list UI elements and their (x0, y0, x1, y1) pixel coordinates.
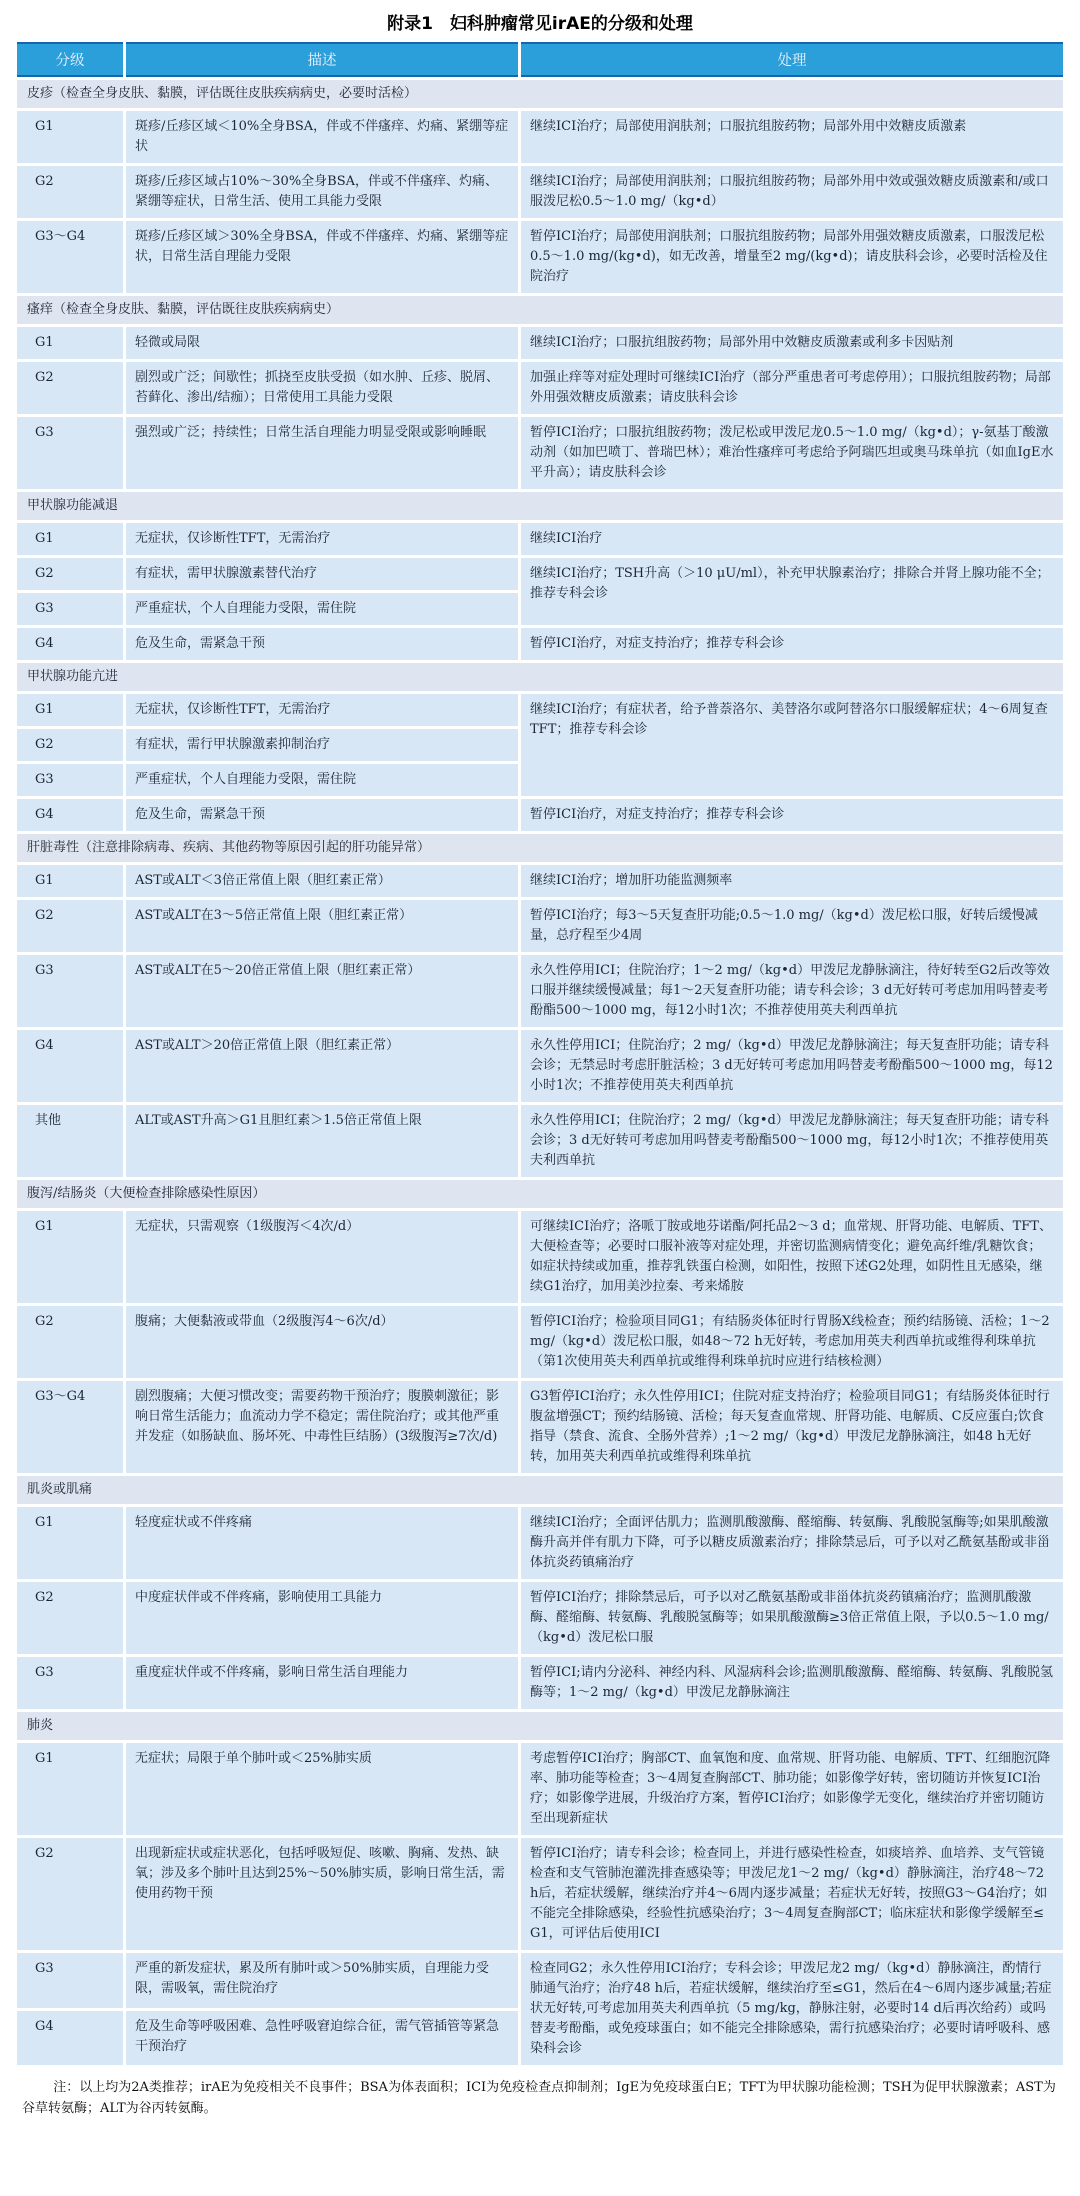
grade-cell: G2 (17, 1306, 123, 1378)
table-row (17, 1582, 1063, 1654)
section-title: 肌炎或肌痛 (17, 1476, 1063, 1504)
table-row (17, 417, 1063, 489)
section-title: 皮疹（检查全身皮肤、黏膜，评估既往皮肤疾病病史，必要时活检） (17, 80, 1063, 108)
grade-cell: G1 (17, 111, 123, 163)
management-cell: 继续ICI治疗；全面评估肌力；监测肌酸激酶、醛缩酶、转氨酶、乳酸脱氢酶等;如果肌酸激酶升高并伴有肌力下降，可予以糖皮质激素治疗；排除禁忌后，可予以对乙酰氨基酚或非甾体抗炎药镇痛治疗 (521, 1507, 1063, 1579)
management-cell: 暂停ICI治疗；请专科会诊；检查同上，并进行感染性检查，如痰培养、血培养、支气管镜检查和支气管肺泡灌洗排查感染等；甲泼尼龙1～2 mg/（kg•d）静脉滴注，治疗48～72 h后，若症状缓解，继续治疗并4～6周内逐步减量；若症状无好转，按照G3～G4治疗；如不能完全排除感染，经验性抗感染治疗；3～4周复查胸部CT；临床症状和影像学缓解至≤G1，可评估后使用ICI (521, 1838, 1063, 1950)
description-cell: 危及生命，需紧急干预 (126, 799, 518, 831)
description-cell: ALT或AST升高＞G1且胆红素＞1.5倍正常值上限 (126, 1105, 518, 1177)
management-cell: 考虑暂停ICI治疗；胸部CT、血氧饱和度、血常规、肝肾功能、电解质、TFT、红细胞沉降率、肺功能等检查；3～4周复查胸部CT、肺功能；如影像学好转，密切随访并恢复ICI治疗；如影像学进展，升级治疗方案，暂停ICI治疗；如影像学无变化，继续治疗并密切随访至出现新症状 (521, 1743, 1063, 1835)
management-cell: 加强止痒等对症处理时可继续ICI治疗（部分严重患者可考虑停用）；口服抗组胺药物；局部外用强效糖皮质激素；请皮肤科会诊 (521, 362, 1063, 414)
description-cell: 有症状，需甲状腺激素替代治疗 (126, 558, 518, 590)
grade-cell: G1 (17, 523, 123, 555)
table-body (17, 80, 1063, 2065)
grade-cell: G2 (17, 166, 123, 218)
description-cell: AST或ALT＞20倍正常值上限（胆红素正常） (126, 1030, 518, 1102)
table-row (17, 955, 1063, 1027)
table-row (17, 865, 1063, 897)
table-row (17, 799, 1063, 831)
table-row (17, 166, 1063, 218)
description-cell: 出现新症状或症状恶化，包括呼吸短促、咳嗽、胸痛、发热、缺氧；涉及多个肺叶且达到25%～50%肺实质，影响日常生活，需使用药物干预 (126, 1838, 518, 1950)
management-cell: 暂停ICI治疗；每3～5天复查肝功能;0.5～1.0 mg/（kg•d）泼尼松口服，好转后缓慢减量，总疗程至少4周 (521, 900, 1063, 952)
description-cell: AST或ALT在5～20倍正常值上限（胆红素正常） (126, 955, 518, 1027)
management-cell: 永久性停用ICI；住院治疗；2 mg/（kg•d）甲泼尼龙静脉滴注；每天复查肝功能；请专科会诊；3 d无好转可考虑加用吗替麦考酚酯500～1000 mg，每12小时1次；不推荐使用英夫利西单抗 (521, 1105, 1063, 1177)
description-cell: 危及生命等呼吸困难、急性呼吸窘迫综合征，需气管插管等紧急干预治疗 (126, 2011, 518, 2066)
description-cell: 无症状，只需观察（1级腹泻＜4次/d） (126, 1211, 518, 1303)
description-cell: 有症状，需行甲状腺激素抑制治疗 (126, 729, 518, 761)
management-cell: 继续ICI治疗 (521, 523, 1063, 555)
section-title: 甲状腺功能亢进 (17, 663, 1063, 691)
management-cell: 暂停ICI治疗；检验项目同G1；有结肠炎体征时行胃肠X线检查；预约结肠镜、活检；1～2 mg/（kg•d）泼尼松口服，如48～72 h无好转，考虑加用英夫利西单抗或维得利珠单抗（第1次使用英夫利西单抗或维得利珠单抗时应进行结核检测） (521, 1306, 1063, 1378)
table-row (17, 111, 1063, 163)
description-cell: 严重症状，个人自理能力受限，需住院 (126, 593, 518, 625)
description-cell: 严重症状，个人自理能力受限，需住院 (126, 764, 518, 796)
grade-cell: G1 (17, 1743, 123, 1835)
grade-cell: G2 (17, 1838, 123, 1950)
description-cell: 轻度症状或不伴疼痛 (126, 1507, 518, 1579)
table-row (17, 1743, 1063, 1835)
management-cell: 暂停ICI;请内分泌科、神经内科、风湿病科会诊;监测肌酸激酶、醛缩酶、转氨酶、乳酸脱氢酶等；1～2 mg/（kg•d）甲泼尼龙静脉滴注 (521, 1657, 1063, 1709)
section-row (17, 1712, 1063, 1740)
table-header-row (17, 42, 1063, 77)
grade-cell: G4 (17, 628, 123, 660)
table-row (17, 1953, 1063, 2008)
management-cell: 暂停ICI治疗；局部使用润肤剂；口服抗组胺药物；局部外用强效糖皮质激素，口服泼尼松0.5～1.0 mg/(kg•d)，如无改善，增量至2 mg/(kg•d)；请皮肤科会诊，必要时活检及住院治疗 (521, 221, 1063, 293)
section-row (17, 1180, 1063, 1208)
management-cell: 可继续ICI治疗；洛哌丁胺或地芬诺酯/阿托品2～3 d；血常规、肝肾功能、电解质、TFT、大便检查等；必要时口服补液等对症处理，并密切监测病情变化；避免高纤维/乳糖饮食；如症状持续或加重，推荐乳铁蛋白检测，如阳性，按照下述G2处理，如阴性且无感染，继续G1治疗，加用美沙拉秦、考来烯胺 (521, 1211, 1063, 1303)
grade-cell: G4 (17, 799, 123, 831)
grade-cell: G4 (17, 2011, 123, 2066)
grade-cell: G2 (17, 900, 123, 952)
grade-cell: G3 (17, 1657, 123, 1709)
table-row (17, 1507, 1063, 1579)
management-cell: 检查同G2；永久性停用ICI治疗；专科会诊；甲泼尼龙2 mg/（kg•d）静脉滴注，酌情行肺通气治疗；治疗48 h后，若症状缓解，继续治疗至≤G1，然后在4～6周内逐步减量;若症状无好转,可考虑加用英夫利西单抗（5 mg/kg，静脉注射，必要时14 d后再次给药）或吗替麦考酚酯，或免疫球蛋白；如不能完全排除感染，需行抗感染治疗；必要时请呼吸科、感染科会诊 (521, 1953, 1063, 2065)
description-cell: 剧烈或广泛；间歇性；抓挠至皮肤受损（如水肿、丘疹、脱屑、苔藓化、渗出/结痂）；日常使用工具能力受限 (126, 362, 518, 414)
description-cell: 无症状，仅诊断性TFT，无需治疗 (126, 523, 518, 555)
irae-table (14, 39, 1066, 2068)
footnote: 注：以上均为2A类推荐；irAE为免疫相关不良事件；BSA为体表面积；ICI为免疫检查点抑制剂；IgE为免疫球蛋白E；TFT为甲状腺功能检测；TSH为促甲状腺激素；AST为谷草转氨酶；ALT为谷丙转氨酶。 (22, 2080, 1056, 2116)
management-cell: 暂停ICI治疗；排除禁忌后，可予以对乙酰氨基酚或非甾体抗炎药镇痛治疗；监测肌酸激酶、醛缩酶、转氨酶、乳酸脱氢酶等；如果肌酸激酶≥3倍正常值上限，予以0.5～1.0 mg/（kg•d）泼尼松口服 (521, 1582, 1063, 1654)
table-row (17, 1306, 1063, 1378)
management-cell: G3暂停ICI治疗；永久性停用ICI；住院对症支持治疗；检验项目同G1；有结肠炎体征时行腹盆增强CT；预约结肠镜、活检；每天复查血常规、肝肾功能、电解质、C反应蛋白;饮食指导（禁食、流食、全肠外营养）;1～2 mg/（kg•d）甲泼尼龙静脉滴注，如48 h无好转，加用英夫利西单抗或维得利珠单抗 (521, 1381, 1063, 1473)
description-cell: 斑疹/丘疹区域＜10%全身BSA，伴或不伴瘙痒、灼痛、紧绷等症状 (126, 111, 518, 163)
description-cell: 强烈或广泛；持续性；日常生活自理能力明显受限或影响睡眠 (126, 417, 518, 489)
management-cell: 永久性停用ICI；住院治疗；2 mg/（kg•d）甲泼尼龙静脉滴注；每天复查肝功能；请专科会诊；无禁忌时考虑肝脏活检；3 d无好转可考虑加用吗替麦考酚酯500～1000 mg，每12小时1次；不推荐使用英夫利西单抗 (521, 1030, 1063, 1102)
grade-cell: G1 (17, 694, 123, 726)
description-cell: 轻微或局限 (126, 327, 518, 359)
description-cell: 无症状；局限于单个肺叶或＜25%肺实质 (126, 1743, 518, 1835)
column-header-description: 描述 (126, 42, 518, 77)
grade-cell: G2 (17, 558, 123, 590)
grade-cell: G2 (17, 729, 123, 761)
table-row (17, 1381, 1063, 1473)
section-title: 腹泻/结肠炎（大便检查排除感染性原因） (17, 1180, 1063, 1208)
management-cell: 继续ICI治疗；局部使用润肤剂；口服抗组胺药物；局部外用中效糖皮质激素 (521, 111, 1063, 163)
management-cell: 暂停ICI治疗；口服抗组胺药物；泼尼松或甲泼尼龙0.5～1.0 mg/（kg•d）；γ-氨基丁酸激动剂（如加巴喷丁、普瑞巴林）；难治性瘙痒可考虑给予阿瑞匹坦或奥马珠单抗（如血IgE水平升高）；请皮肤科会诊 (521, 417, 1063, 489)
grade-cell: 其他 (17, 1105, 123, 1177)
description-cell: 危及生命，需紧急干预 (126, 628, 518, 660)
grade-cell: G4 (17, 1030, 123, 1102)
description-cell: 严重的新发症状，累及所有肺叶或＞50%肺实质，自理能力受限，需吸氧，需住院治疗 (126, 1953, 518, 2008)
grade-cell: G3 (17, 764, 123, 796)
section-title: 肝脏毒性（注意排除病毒、疾病、其他药物等原因引起的肝功能异常） (17, 834, 1063, 862)
grade-cell: G3 (17, 1953, 123, 2008)
description-cell: AST或ALT＜3倍正常值上限（胆红素正常） (126, 865, 518, 897)
grade-cell: G1 (17, 1211, 123, 1303)
table-row (17, 628, 1063, 660)
description-cell: 腹痛；大便黏液或带血（2级腹泻4～6次/d） (126, 1306, 518, 1378)
table-row (17, 1838, 1063, 1950)
table-row (17, 1105, 1063, 1177)
grade-cell: G3 (17, 593, 123, 625)
grade-cell: G1 (17, 327, 123, 359)
section-title: 瘙痒（检查全身皮肤、黏膜，评估既往皮肤疾病病史） (17, 296, 1063, 324)
grade-cell: G3 (17, 417, 123, 489)
description-cell: 斑疹/丘疹区域占10%～30%全身BSA，伴或不伴瘙痒、灼痛、紧绷等症状，日常生活、使用工具能力受限 (126, 166, 518, 218)
description-cell: 斑疹/丘疹区域＞30%全身BSA，伴或不伴瘙痒、灼痛、紧绷等症状，日常生活自理能力受限 (126, 221, 518, 293)
description-cell: 剧烈腹痛；大便习惯改变；需要药物干预治疗；腹膜刺激征；影响日常生活能力；血流动力学不稳定；需住院治疗；或其他严重并发症（如肠缺血、肠坏死、中毒性巨结肠）(3级腹泻≥7次/d) (126, 1381, 518, 1473)
table-row (17, 694, 1063, 726)
section-row (17, 492, 1063, 520)
table-row (17, 327, 1063, 359)
table-row (17, 523, 1063, 555)
grade-cell: G1 (17, 1507, 123, 1579)
management-cell: 永久性停用ICI；住院治疗；1～2 mg/（kg•d）甲泼尼龙静脉滴注，待好转至G2后改等效口服并继续缓慢减量；每1～2天复查肝功能；请专科会诊；3 d无好转可考虑加用吗替麦考酚酯500～1000 mg，每12小时1次；不推荐使用英夫利西单抗 (521, 955, 1063, 1027)
table-row (17, 1657, 1063, 1709)
section-title: 肺炎 (17, 1712, 1063, 1740)
description-cell: 无症状，仅诊断性TFT，无需治疗 (126, 694, 518, 726)
description-cell: 中度症状伴或不伴疼痛，影响使用工具能力 (126, 1582, 518, 1654)
description-cell: 重度症状伴或不伴疼痛，影响日常生活自理能力 (126, 1657, 518, 1709)
table-row (17, 362, 1063, 414)
section-row (17, 834, 1063, 862)
section-row (17, 296, 1063, 324)
grade-cell: G2 (17, 1582, 123, 1654)
table-row (17, 1030, 1063, 1102)
grade-cell: G2 (17, 362, 123, 414)
grade-cell: G1 (17, 865, 123, 897)
management-cell: 继续ICI治疗；口服抗组胺药物；局部外用中效糖皮质激素或利多卡因贴剂 (521, 327, 1063, 359)
management-cell: 继续ICI治疗；有症状者，给予普萘洛尔、美替洛尔或阿替洛尔口服缓解症状；4～6周复查TFT；推荐专科会诊 (521, 694, 1063, 796)
section-row (17, 1476, 1063, 1504)
table-row (17, 1211, 1063, 1303)
section-title: 甲状腺功能减退 (17, 492, 1063, 520)
management-cell: 暂停ICI治疗，对症支持治疗；推荐专科会诊 (521, 628, 1063, 660)
column-header-grade: 分级 (17, 42, 123, 77)
table-row (17, 900, 1063, 952)
column-header-management: 处理 (521, 42, 1063, 77)
management-cell: 继续ICI治疗；增加肝功能监测频率 (521, 865, 1063, 897)
section-row (17, 80, 1063, 108)
management-cell: 继续ICI治疗；TSH升高（＞10 μU/ml），补充甲状腺素治疗；排除合并肾上腺功能不全；推荐专科会诊 (521, 558, 1063, 625)
table-row (17, 558, 1063, 590)
management-cell: 暂停ICI治疗，对症支持治疗；推荐专科会诊 (521, 799, 1063, 831)
grade-cell: G3 (17, 955, 123, 1027)
page-title: 附录1 妇科肿瘤常见irAE的分级和处理 (387, 14, 693, 34)
description-cell: AST或ALT在3～5倍正常值上限（胆红素正常） (126, 900, 518, 952)
grade-cell: G3～G4 (17, 1381, 123, 1473)
management-cell: 继续ICI治疗；局部使用润肤剂；口服抗组胺药物；局部外用中效或强效糖皮质激素和/或口服泼尼松0.5～1.0 mg/（kg•d） (521, 166, 1063, 218)
table-row (17, 221, 1063, 293)
grade-cell: G3～G4 (17, 221, 123, 293)
section-row (17, 663, 1063, 691)
